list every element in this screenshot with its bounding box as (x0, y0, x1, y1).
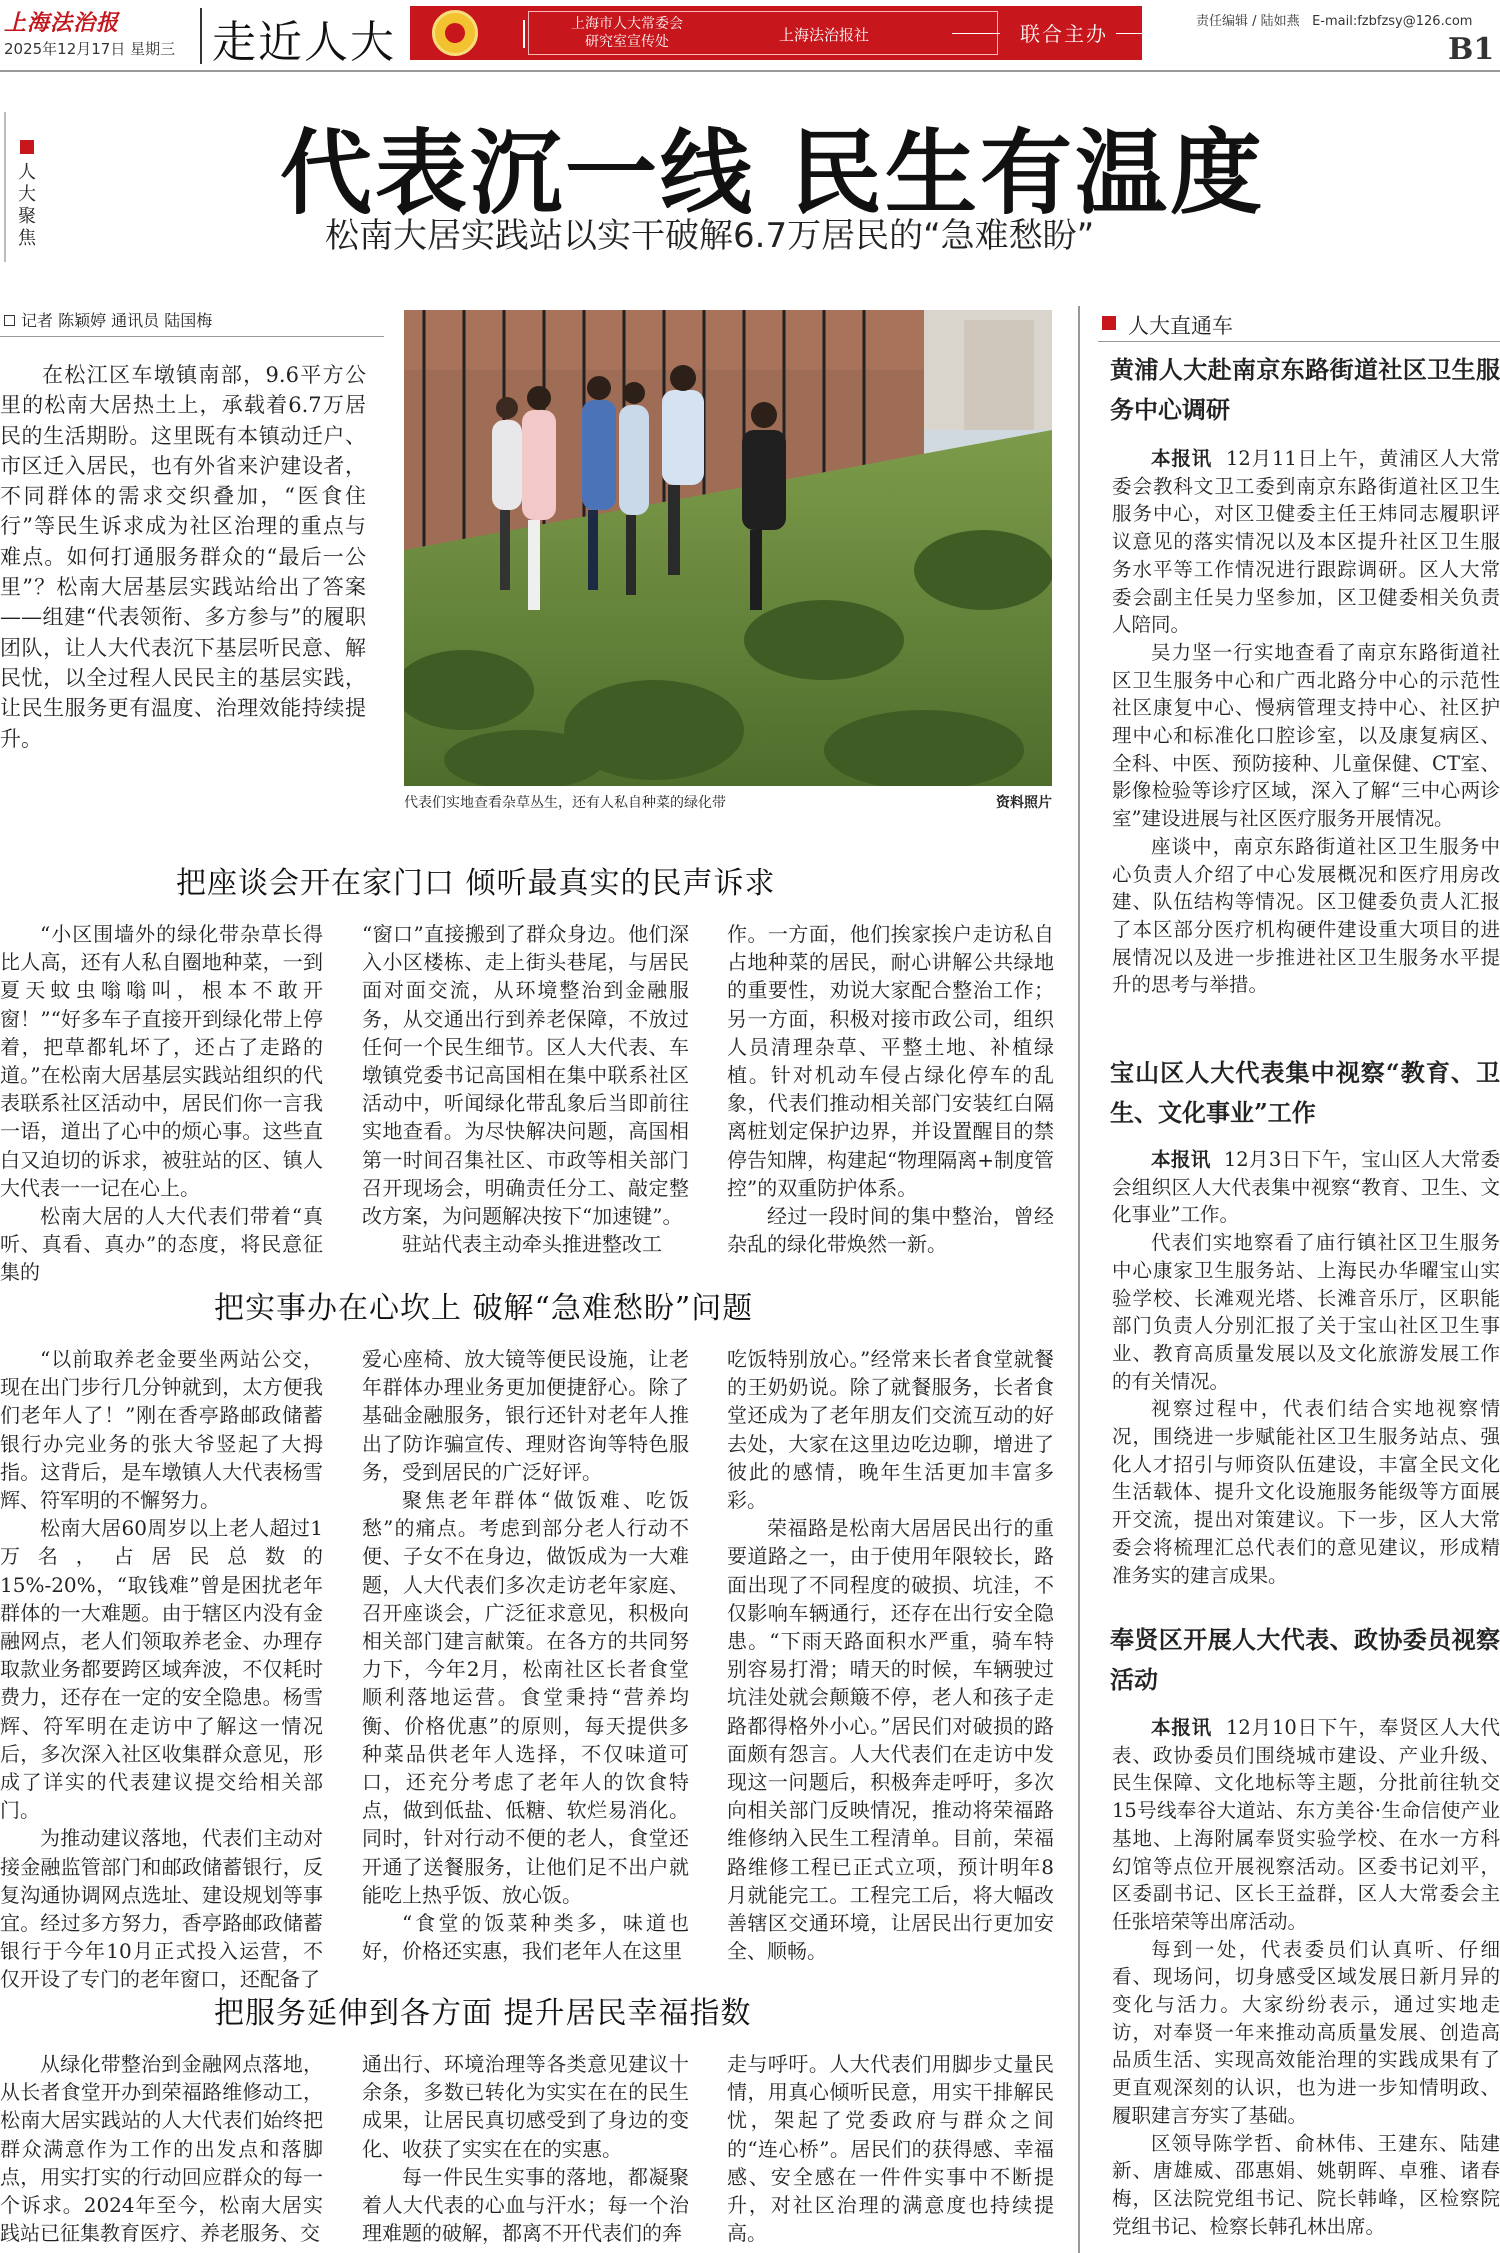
masthead (0, 0, 1500, 70)
photo-credit: 资料照片 (996, 795, 1052, 811)
paragraph: 12月3日下午，宝山区人大常委会组织区人大代表集中视察“教育、卫生、文化事业”工作。 (1112, 1148, 1500, 1227)
page-title: 代表沉一线 民生有温度 (280, 119, 1266, 227)
sponsor-box (528, 11, 998, 55)
paragraph: 爱心座椅、放大镜等便民设施，让老年群体办理业务更加便捷舒心。除了基础金融服务，银行还针对老年人推出了防诈骗宣传、理财咨询等特色服务，受到居民的广泛好评。 (362, 1347, 689, 1484)
brief-lead: 本报讯 (1151, 1716, 1212, 1739)
co-host-rule-left (952, 33, 1000, 34)
section-2-column-2 (362, 1345, 689, 1965)
brief-title-2: 宝山区人大代表集中视察“教育、卫生、文化事业”工作 (1110, 1058, 1500, 1127)
byline (4, 308, 212, 331)
page-subtitle: 松南大居实践站以实干破解6.7万居民的“急难愁盼” (325, 216, 1095, 256)
paragraph: 吃饭特别放心。”经常来长者食堂就餐的王奶奶说。除了就餐服务，长者食堂还成为了老年朋友们交流互动的好去处，大家在这里边吃边聊，增进了彼此的感情，晚年生活更加丰富多彩。 (727, 1347, 1054, 1513)
paragraph: “以前取养老金要坐两站公交，现在出门步行几分钟就到，太方便我们老年人了！”刚在香亭路邮政储蓄银行办完业务的张大爷竖起了大拇指。这背后，是车墩镇人大代表杨雪辉、符军明的不懈努力。 (0, 1347, 323, 1513)
sponsor-1-line2: 研究室宣传处 (585, 34, 669, 50)
sponsor-2: 上海法治报社 (779, 26, 870, 44)
national-emblem-icon (432, 10, 478, 56)
editor-email: E-mail:fzbfzsy@126.com (1312, 14, 1473, 29)
intro-paragraph: 在松江区车墩镇南部，9.6平方公里的松南大居热土上，承载着6.7万居民的生活期盼。这里既有本镇动迁户、市区迁入居民，也有外省来沪建设者，不同群体的需求交织叠加，“医食住行”等民生诉求成为社区治理的重点与难点。如何打通服务群众的“最后一公里”？松南大居基层实践站给出了答案——组建“代表领衔、多方参与”的履职团队，让人大代表沉下基层听民意、解民忧，以全过程人民民主的基层实践，让民生服务更有温度、治理效能持续提升。 (0, 363, 366, 751)
brief-body-1 (1112, 445, 1500, 999)
byline-box-icon (4, 315, 15, 326)
editor-name: 陆如燕 (1260, 14, 1300, 29)
photo-caption-text: 代表们实地查看杂草丛生，还有人私自种菜的绿化带 (404, 795, 726, 811)
section-heading-2: 把实事办在心坎上 破解“急难愁盼”问题 (214, 1291, 754, 1326)
section-1-column-1 (0, 920, 323, 1287)
paragraph: 聚焦老年群体“做饭难、吃饭愁”的痛点。考虑到部分老人行动不便、子女不在身边，做饭成为一大难题，人大代表们多次走访老年家庭、召开座谈会，广泛征求意见，积极向相关部门建言献策。在各方的共同努力下，今年2月，松南社区长者食堂顺利落地运营。食堂秉持“营养均衡、价格优惠”的原则，每天提供多种菜品供老年人选择，不仅味道可口，还充分考虑了老年人的饮食特点，做到低盐、低糖、软烂易消化。同时，针对行动不便的老人，食堂还开通了送餐服务，让他们足不出户就能吃上热乎饭、放心饭。 (362, 1488, 689, 1907)
date-text: 2025年12月17日 (4, 40, 126, 58)
paragraph: 通出行、环境治理等各类意见建议十余条，多数已转化为实实在在的民生成果，让居民真切感受到了身边的变化、收获了实实在在的实惠。 (362, 2052, 689, 2161)
column-label-marker (20, 140, 34, 154)
co-host-label: 联合主办 (1020, 22, 1108, 46)
photo-illustration (404, 310, 1052, 786)
masthead-rule (0, 70, 1500, 72)
paper-logo: 上海法治报 (4, 10, 120, 36)
brief-body-3 (1112, 1714, 1500, 2240)
paragraph: 座谈中，南京东路街道社区卫生服务中心负责人介绍了中心发展概况和医疗用房改建、队伍结构等情况。区卫健委负责人汇报了本区部分医疗机构硬件建设重大项目的进展情况以及进一步推进社区卫生服务水平提升的思考与举措。 (1112, 834, 1500, 997)
paragraph: 区领导陈学哲、俞林伟、王建东、陆建新、唐雄威、邵惠娟、姚朝晖、卓雅、诸春梅，区法院党组书记、院长韩峰，区检察院党组书记、检察长韩孔林出席。 (1112, 2131, 1500, 2238)
column-label: 人大聚焦 (18, 162, 36, 249)
column-label-rule (4, 112, 6, 262)
brief-title-1: 黄浦人大赴南京东路街道社区卫生服务中心调研 (1110, 355, 1500, 424)
right-column-label: 人大直通车 (1128, 314, 1233, 338)
issue-date (4, 38, 175, 59)
paragraph: 吴力坚一行实地查看了南京东路街道社区卫生服务中心和广西北路分中心的示范性社区康复中心、慢病管理支持中心、社区护理中心和标准化口腔诊室，以及康复病区、全科、中医、预防接种、儿童保健、CT室、影像检验等诊疗区域，深入了解“三中心两诊室”建设进展与社区医疗服务开展情况。 (1112, 640, 1500, 831)
weekday-text: 星期三 (130, 40, 176, 58)
byline-rule (0, 336, 384, 337)
paragraph: 松南大居60周岁以上老人超过1万名，占居民总数的15%-20%，“取钱难”曾是困扰老年群体的一大难题。由于辖区内没有金融网点，老人们领取养老金、办理存取款业务都要跨区域奔波，不仅耗时费力，还存在一定的安全隐患。杨雪辉、符军明在走访中了解这一情况后，多次深入社区收集群众意见，形成了详实的代表建议提交给相关部门。 (0, 1516, 323, 1823)
section-3-column-2 (362, 2050, 689, 2247)
paragraph: 每一件民生实事的落地，都凝聚着人大代表的心血与汗水；每一个治理难题的破解，都离不开代表们的奔 (362, 2164, 689, 2246)
paragraph: “食堂的饭菜种类多，味道也好，价格还实惠，我们老年人在这里 (362, 1911, 689, 1964)
brief-lead: 本报讯 (1151, 447, 1212, 470)
paragraph: 从绿化带整治到金融网点落地，从长者食堂开办到荣福路维修动工，松南大居实践站的人大代表们始终把群众满意作为工作的出发点和落脚点，用实打实的行动回应群众的每一个诉求。2024年至今，松南大居实践站已征集教育医疗、养老服务、交 (0, 2052, 323, 2246)
paragraph: 12月10日下午，奉贤区人大代表、政协委员们围绕城市建设、产业升级、民生保障、文化地标等主题，分批前往轨交15号线奉谷大道站、东方美谷·生命信使产业基地、上海附属奉贤实验学校、在水一方科幻馆等点位开展视察活动。区委书记刘平，区委副书记、区长王益群，区人大常委会主任张培荣等出席活动。 (1112, 1716, 1500, 1933)
section-3-column-1 (0, 2050, 323, 2247)
paragraph: 走与呼吁。人大代表们用脚步丈量民情，用真心倾听民意，用实干排解民忧，架起了党委政府与群众之间的“连心桥”。居民们的获得感、幸福感、安全感在一件件实事中不断提升，对社区治理的满意度也持续提高。 (727, 2052, 1054, 2246)
paragraph: 作。一方面，他们挨家挨户走访私自占地种菜的居民，耐心讲解公共绿地的重要性，劝说大家配合整治工作；另一方面，积极对接市政公司，组织人员清理杂草、平整土地、补植绿植。针对机动车侵占绿化停车的乱象，代表们推动相关部门安装红白隔离桩划定保护边界，并设置醒目的禁停告知牌，构建起“物理隔离+制度管控”的双重防护体系。 (727, 922, 1054, 1200)
sponsor-1 (537, 15, 717, 51)
news-photo (404, 310, 1052, 786)
section-name: 走近人大 (212, 17, 396, 68)
section-2-column-3 (727, 1345, 1054, 1965)
section-1-column-3 (727, 920, 1054, 1258)
right-column-rule (1078, 306, 1080, 2253)
section-heading-1: 把座谈会开在家门口 倾听最真实的民声诉求 (176, 866, 776, 901)
section-heading-3: 把服务延伸到各方面 提升居民幸福指数 (214, 1996, 752, 2031)
paragraph: 视察过程中，代表们结合实地视察情况，围绕进一步赋能社区卫生服务站点、强化人才招引与师资队伍建设，丰富全民文化生活载体、提升文化设施服务能级等方面展开交流，提出对策建议。下一步，区人大常委会将梳理汇总代表们的意见建议，形成精准务实的建言成果。 (1112, 1397, 1500, 1587)
co-host-rule-right (1116, 33, 1164, 34)
paragraph: 松南大居的人大代表们带着“真听、真看、真办”的态度，将民意征集的 (0, 1204, 323, 1285)
masthead-divider (200, 8, 202, 64)
brief-body-2 (1112, 1146, 1500, 1589)
paragraph: 为推动建议落地，代表们主动对接金融监管部门和邮政储蓄银行，反复沟通协调网点选址、建设规划等事宜。经过多方努力，香亭路邮政储蓄银行于今年10月正式投入运营，不仅开设了专门的老年窗口，还配备了 (0, 1826, 323, 1992)
section-3-column-3 (727, 2050, 1054, 2247)
brief-title-3: 奉贤区开展人大代表、政协委员视察活动 (1110, 1625, 1500, 1694)
paragraph: 驻站代表主动牵头推进整改工 (402, 1232, 662, 1257)
page-number: B1 (1448, 32, 1495, 67)
sponsor-banner (410, 6, 1142, 60)
paragraph: 经过一段时间的集中整治，曾经杂乱的绿化带焕然一新。 (727, 1204, 1054, 1257)
paragraph: 每到一处，代表委员们认真听、仔细看、现场问，切身感受区域发展日新月异的变化与活力。大家纷纷表示，通过实地走访，对奉贤一年来推动高质量发展、创造高品质生活、实现高效能治理的实践成果有了更直观深刻的认识，也为进一步知情明政、履职建言夯实了基础。 (1112, 1937, 1500, 2127)
paragraph: “窗口”直接搬到了群众身边。他们深入小区楼栋、走上街头巷尾，与居民面对面交流，从环境整治到金融服务，从交通出行到养老保障，不放过任何一个民生细节。区人大代表、车墩镇党委书记高国相在集中联系社区活动中，听闻绿化带乱象后当即前往实地查看。为尽快解决问题，高国相第一时间召集社区、市政等相关部门召开现场会，明确责任分工、敲定整改方案，为问题解决按下“加速键”。 (362, 922, 689, 1229)
paragraph: “小区围墙外的绿化带杂草长得比人高，还有人私自圈地种菜，一到夏天蚊虫嗡嗡叫，根本不敢开窗！”“好多车子直接开到绿化带上停着，把草都轧坏了，还占了走路的道。”在松南大居基层实践站组织的代表联系社区活动中，居民们你一言我一语，道出了心中的烦心事。这些直白又迫切的诉求，被驻站的区、镇人大代表一一记在心上。 (0, 922, 323, 1200)
right-column-marker (1102, 316, 1116, 330)
section-1-column-2 (362, 920, 689, 1258)
section-2-column-1 (0, 1345, 323, 1994)
right-column-head-rule (1098, 341, 1500, 342)
brief-lead: 本报讯 (1151, 1148, 1211, 1171)
photo-caption (404, 792, 1052, 812)
paragraph: 代表们实地察看了庙行镇社区卫生服务中心康家卫生服务站、上海民办华曜宝山实验学校、长滩观光塔、长滩音乐厅，区职能部门负责人分别汇报了关于宝山社区卫生事业、教育高质量发展以及文化旅游发展工作的有关情况。 (1112, 1231, 1500, 1393)
byline-text: 记者 陈颖婷 通讯员 陆国梅 (21, 311, 213, 330)
sponsor-1-line1: 上海市人大常委会 (571, 16, 683, 32)
paragraph: 荣福路是松南大居居民出行的重要道路之一，由于使用年限较长，路面出现了不同程度的破损、坑洼，不仅影响车辆通行，还存在出行安全隐患。“下雨天路面积水严重，骑车特别容易打滑；晴天的时候，车辆驶过坑洼处就会颠簸不停，老人和孩子走路都得格外小心。”居民们对破损的路面颇有怨言。人大代表们在走访中发现这一问题后，积极奔走呼吁，多次向相关部门反映情况，推动将荣福路维修纳入民生工程清单。目前，荣福路维修工程已正式立项，预计明年8月就能完工。工程完工后，将大幅改善辖区交通环境，让居民出行更加安全、顺畅。 (727, 1516, 1054, 1964)
editor-label: 责任编辑 (1196, 14, 1249, 29)
paragraph: 12月11日上午，黄浦区人大常委会教科文卫工委到南京东路街道社区卫生服务中心，对区卫健委主任王炜同志履职评议意见的落实情况以及本区提升社区卫生服务水平等工作情况进行跟踪调研。区人大常委会副主任吴力坚参加，区卫健委相关负责人陪同。 (1112, 447, 1500, 637)
editor-info: 责任编辑 / 陆如燕 E-mail:fzbfzsy@126.com (1196, 14, 1473, 29)
